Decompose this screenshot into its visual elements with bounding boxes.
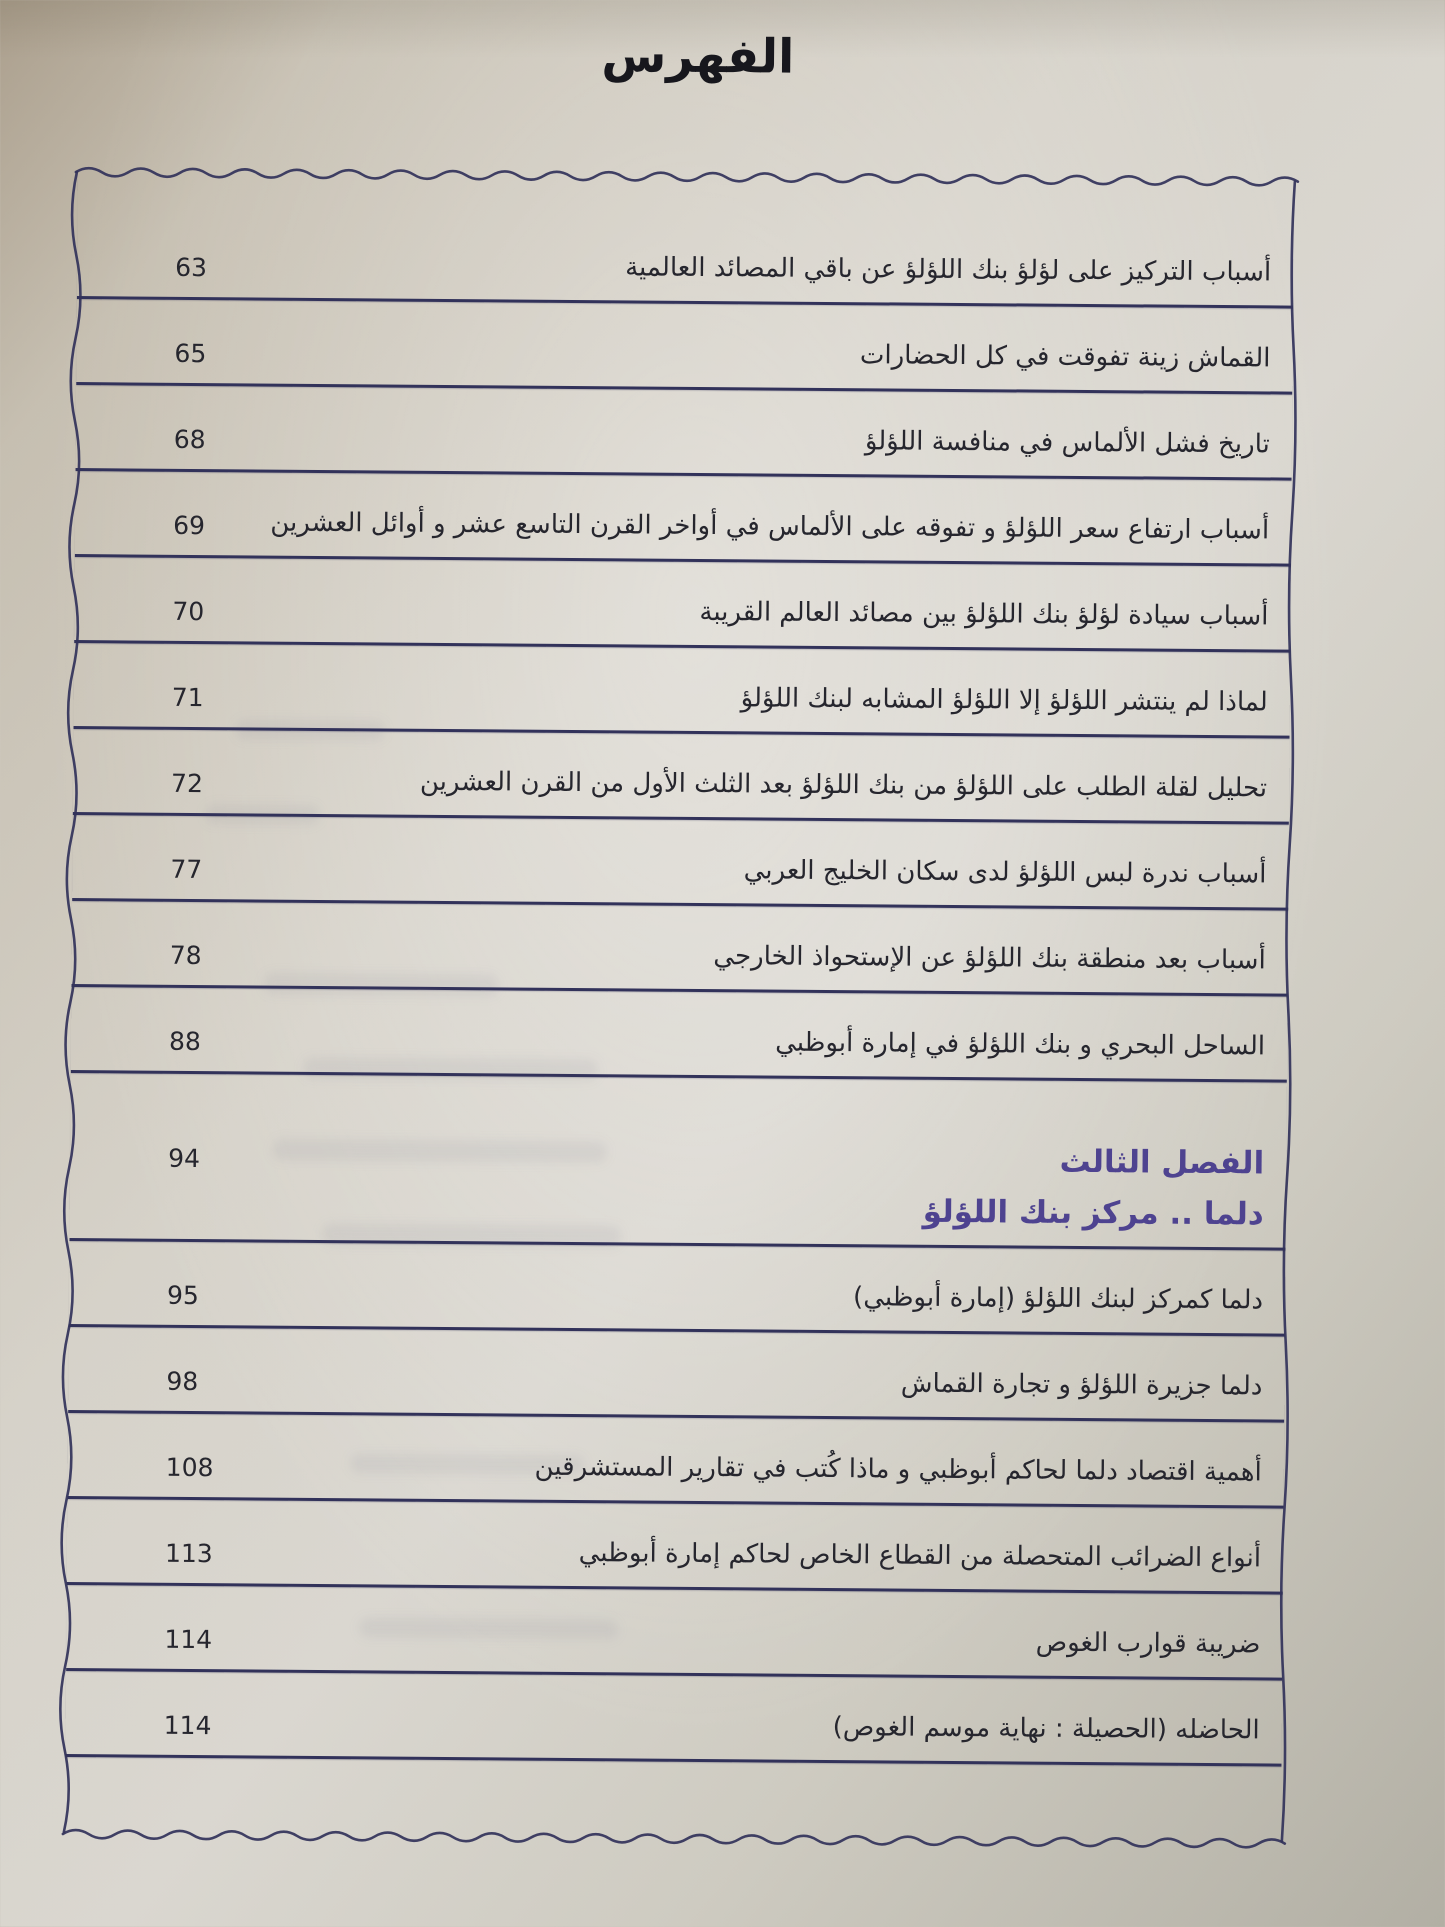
entry-title: الحاضله (الحصيلة : نهاية موسم الغوص) [832, 1712, 1260, 1746]
toc-entry [66, 1585, 1283, 1681]
entry-page-number: 65 [174, 338, 207, 369]
toc-entry [76, 385, 1293, 481]
entry-page-number: 71 [171, 682, 204, 713]
chapter-heading-block [70, 1073, 1287, 1251]
chapter-heading-line2-row [168, 1188, 1264, 1233]
entry-title: أسباب سيادة لؤلؤ بنك اللؤلؤ بين مصائد العالم القريبة [699, 597, 1269, 632]
toc-entry [67, 1499, 1284, 1595]
toc-entry [65, 1671, 1282, 1767]
toc-entry [74, 643, 1291, 739]
entry-page-number: 98 [166, 1366, 199, 1397]
entry-page-number: 108 [165, 1452, 214, 1483]
chapter-heading-line1: الفصل الثالث [1059, 1143, 1265, 1182]
entry-page-number: 72 [170, 768, 204, 799]
entry-title: أسباب بعد منطقة بنك اللؤلؤ عن الإستحواذ الخارجي [713, 941, 1266, 976]
entry-page-number: 113 [164, 1538, 213, 1569]
toc-rows [65, 173, 1294, 1842]
entry-page-number: 114 [163, 1710, 212, 1741]
entry-page-number: 70 [172, 596, 205, 627]
page-title: الفهرس [601, 28, 795, 85]
entry-title: ضريبة قوارب الغوص [1035, 1627, 1261, 1660]
entry-title: أسباب التركيز على لؤلؤ بنك اللؤلؤ عن باقي المصائد العالمية [625, 252, 1272, 288]
chapter-heading-line1-row [168, 1137, 1264, 1182]
entry-page-number: 95 [166, 1280, 200, 1311]
toc-entry [69, 1241, 1286, 1337]
entry-page-number: 88 [168, 1026, 202, 1057]
entry-title: الساحل البحري و بنك اللؤلؤ في إمارة أبوظبي [775, 1027, 1266, 1062]
toc-entry [72, 815, 1289, 911]
entry-page-number: 78 [169, 940, 202, 971]
toc-entry [68, 1327, 1285, 1423]
toc-entry [76, 299, 1293, 395]
toc-box [57, 163, 1302, 1853]
entry-title: أسباب ندرة لبس اللؤلؤ لدى سكان الخليج العربي [743, 855, 1267, 890]
entry-title: دلما جزيرة اللؤلؤ و تجارة القماش [900, 1368, 1263, 1402]
entry-page-number: 69 [173, 510, 206, 541]
entry-title: أسباب ارتفاع سعر اللؤلؤ و تفوقه على الألماس في أواخر القرن التاسع عشر و أوائل العشرين [270, 507, 1270, 546]
entry-page-number: 63 [175, 252, 208, 283]
toc-entry [72, 901, 1289, 997]
empty-bottom-space [65, 1757, 1282, 1843]
toc-entry [75, 471, 1292, 567]
entry-title: أنواع الضرائب المتحصلة من القطاع الخاص لحاكم إمارة أبوظبي [578, 1538, 1262, 1574]
toc-entry [73, 729, 1290, 825]
entry-title: أهمية اقتصاد دلما لحاكم أبوظبي و ماذا كُتب في تقارير المستشرقين [534, 1451, 1262, 1488]
page-header [1, 23, 1395, 89]
chapter-page-number: 94 [168, 1143, 201, 1174]
entry-title: تاريخ فشل الألماس في منافسة اللؤلؤ [864, 426, 1270, 460]
toc-entry [71, 987, 1288, 1083]
entry-title: تحليل لقلة الطلب على اللؤلؤ من بنك اللؤلؤ بعد الثلث الأول من القرن العشرين [419, 766, 1268, 804]
entry-page-number: 68 [173, 424, 206, 455]
toc-entry [67, 1413, 1284, 1509]
entry-title: لماذا لم ينتشر اللؤلؤ إلا اللؤلؤ المشابه لبنك اللؤلؤ [740, 683, 1268, 718]
entry-page-number: 77 [170, 854, 203, 885]
toc-entry [77, 173, 1294, 309]
entry-page-number: 114 [164, 1624, 213, 1655]
chapter-heading-line2: دلما .. مركز بنك اللؤلؤ [922, 1193, 1264, 1233]
toc-entry [74, 557, 1291, 653]
entry-title: القماش زينة تفوقت في كل الحضارات [859, 340, 1271, 374]
entry-title: دلما كمركز لبنك اللؤلؤ (إمارة أبوظبي) [853, 1282, 1264, 1316]
